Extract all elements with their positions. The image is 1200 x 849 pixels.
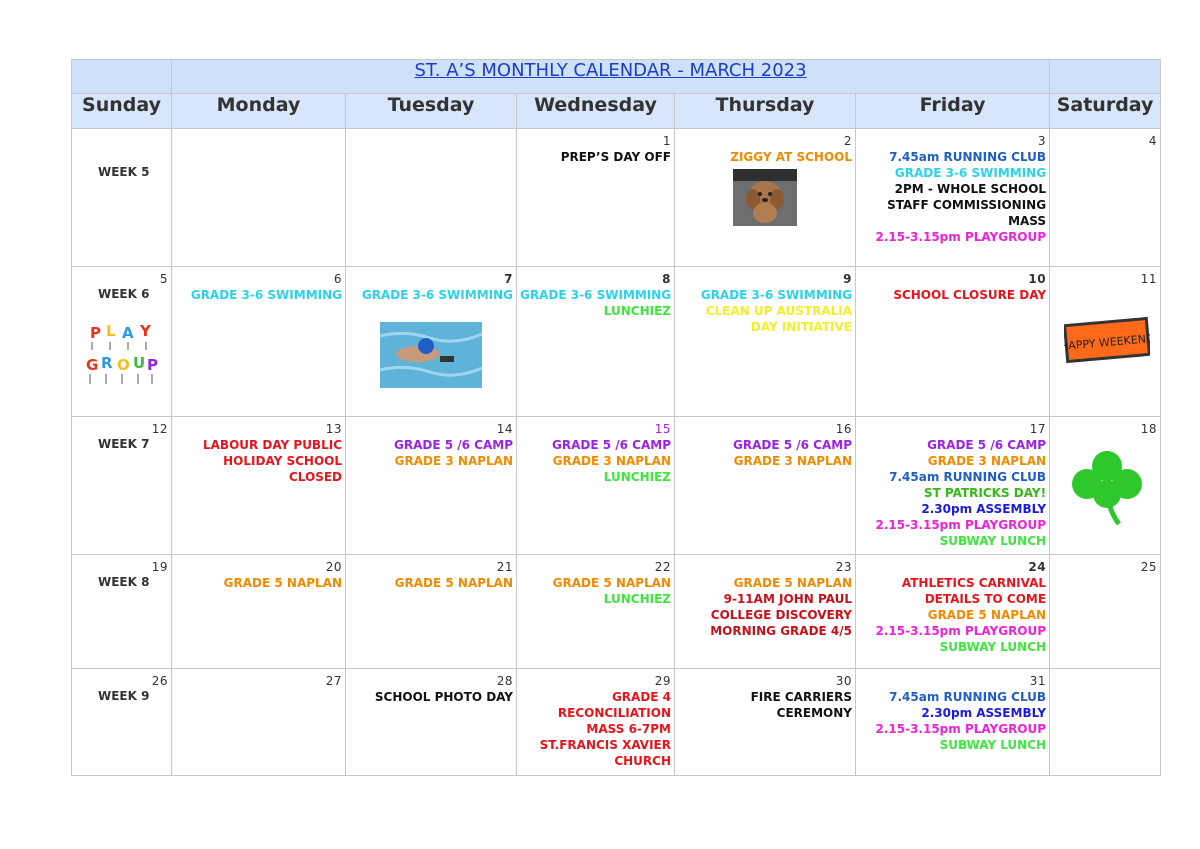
calendar-event: GRADE 3 NAPLAN xyxy=(927,454,1047,468)
calendar-title[interactable]: ST. A’S MONTHLY CALENDAR - MARCH 2023 xyxy=(414,60,807,81)
calendar-event: GRADE 5 NAPLAN xyxy=(927,608,1047,622)
calendar-event: GRADE 5 NAPLAN xyxy=(733,576,852,590)
svg-text:U: U xyxy=(133,354,146,372)
week-label: WEEK 7 xyxy=(98,437,150,451)
calendar-event: ATHLETICS CARNIVAL xyxy=(901,576,1047,590)
calendar-event: ST.FRANCIS XAVIER xyxy=(539,738,671,752)
svg-text:R: R xyxy=(101,354,113,372)
calendar-event: COLLEGE DISCOVERY xyxy=(710,608,852,622)
svg-text:HAPPY WEEKEND: HAPPY WEEKEND xyxy=(1064,331,1151,354)
calendar-event: GRADE 3-6 SWIMMING xyxy=(520,288,672,302)
weekday-header-thursday: Thursday xyxy=(675,94,856,129)
calendar-event: LABOUR DAY PUBLIC xyxy=(202,438,342,452)
calendar-event: LUNCHIEZ xyxy=(603,304,671,318)
playgroup-logo xyxy=(84,322,160,388)
day-number: 15 xyxy=(654,422,671,436)
calendar-event: PREP’S DAY OFF xyxy=(560,150,671,164)
calendar-event: 7.45am RUNNING CLUB xyxy=(889,470,1047,484)
day-number: 5 xyxy=(159,272,168,286)
day-cell[interactable] xyxy=(172,129,346,267)
calendar-event: GRADE 5 /6 CAMP xyxy=(394,438,513,452)
calendar-event: DAY INITIATIVE xyxy=(750,320,852,334)
day-number: 7 xyxy=(504,272,513,286)
day-cell[interactable] xyxy=(172,669,346,776)
day-cell[interactable] xyxy=(856,129,1050,267)
calendar-event: CHURCH xyxy=(614,754,671,768)
day-number: 28 xyxy=(496,674,513,688)
calendar-event: SCHOOL CLOSURE DAY xyxy=(893,288,1047,302)
day-number: 27 xyxy=(325,674,342,688)
day-number: 25 xyxy=(1140,560,1158,574)
day-cell[interactable] xyxy=(1050,669,1161,776)
svg-text:O: O xyxy=(117,356,130,374)
day-number: 6 xyxy=(333,272,342,286)
day-cell[interactable] xyxy=(675,267,856,417)
swimmer-photo xyxy=(380,322,482,388)
day-number: 9 xyxy=(843,272,852,286)
calendar-event: MASS 6-7PM xyxy=(586,722,671,736)
week-row xyxy=(72,417,1161,555)
day-number: 3 xyxy=(1037,134,1047,148)
svg-text:P: P xyxy=(90,324,101,342)
week-label: WEEK 8 xyxy=(98,575,150,589)
day-number: 4 xyxy=(1148,134,1158,148)
day-number: 18 xyxy=(1140,422,1158,436)
day-cell[interactable] xyxy=(1050,417,1161,555)
day-cell[interactable] xyxy=(346,267,517,417)
day-cell[interactable] xyxy=(1050,555,1161,669)
calendar-event: 2PM - WHOLE SCHOOL xyxy=(894,182,1047,196)
day-number: 2 xyxy=(843,134,852,148)
day-cell[interactable] xyxy=(517,129,675,267)
week-row xyxy=(72,555,1161,669)
day-cell[interactable] xyxy=(72,129,172,267)
calendar-event: 7.45am RUNNING CLUB xyxy=(889,150,1047,164)
day-number: 21 xyxy=(496,560,513,574)
calendar-event: CEREMONY xyxy=(776,706,852,720)
day-number: 12 xyxy=(151,422,168,436)
day-number: 1 xyxy=(662,134,671,148)
day-cell[interactable] xyxy=(517,555,675,669)
week-label: WEEK 6 xyxy=(98,287,150,301)
calendar-event: FIRE CARRIERS xyxy=(750,690,852,704)
day-number: 10 xyxy=(1028,272,1047,286)
calendar-event: GRADE 3 NAPLAN xyxy=(733,454,852,468)
calendar-event: 2.30pm ASSEMBLY xyxy=(921,502,1047,516)
calendar-event: RECONCILIATION xyxy=(557,706,671,720)
calendar-event: CLEAN UP AUSTRALIA xyxy=(705,304,852,318)
calendar-event: GRADE 3 NAPLAN xyxy=(394,454,513,468)
week-label: WEEK 5 xyxy=(98,165,150,179)
weekday-header-wednesday: Wednesday xyxy=(517,94,675,129)
svg-text:G: G xyxy=(86,356,99,374)
dog-photo xyxy=(733,169,797,226)
calendar-event: DETAILS TO COME xyxy=(924,592,1047,606)
weekday-header-row xyxy=(72,94,1161,129)
day-cell[interactable] xyxy=(856,417,1050,555)
day-number: 22 xyxy=(654,560,671,574)
calendar-event: 2.15-3.15pm PLAYGROUP xyxy=(875,624,1047,638)
day-cell[interactable] xyxy=(856,555,1050,669)
calendar-table xyxy=(71,59,1161,776)
calendar-event: 2.15-3.15pm PLAYGROUP xyxy=(875,518,1047,532)
week-row xyxy=(72,129,1161,267)
day-cell[interactable] xyxy=(72,267,172,417)
title-spacer-right xyxy=(1050,60,1161,94)
calendar-event: SUBWAY LUNCH xyxy=(939,640,1047,654)
calendar-event: ZIGGY AT SCHOOL xyxy=(730,150,852,164)
weekday-header-sunday: Sunday xyxy=(72,94,172,129)
day-number: 23 xyxy=(835,560,852,574)
calendar-event: GRADE 4 xyxy=(611,690,671,704)
calendar-event: SCHOOL PHOTO DAY xyxy=(374,690,513,704)
day-number: 8 xyxy=(662,272,671,286)
day-cell[interactable] xyxy=(675,417,856,555)
week-row xyxy=(72,267,1161,417)
calendar-event: GRADE 5 /6 CAMP xyxy=(927,438,1047,452)
day-cell[interactable] xyxy=(172,267,346,417)
calendar-event: SUBWAY LUNCH xyxy=(939,738,1047,752)
calendar-event: MASS xyxy=(1008,214,1047,228)
day-number: 29 xyxy=(654,674,671,688)
calendar-event: 2.15-3.15pm PLAYGROUP xyxy=(875,722,1047,736)
day-number: 17 xyxy=(1029,422,1047,436)
day-cell[interactable] xyxy=(346,555,517,669)
day-cell[interactable] xyxy=(856,267,1050,417)
calendar-event: SUBWAY LUNCH xyxy=(939,534,1047,548)
day-cell[interactable] xyxy=(346,417,517,555)
day-cell[interactable] xyxy=(675,129,856,267)
calendar-event: GRADE 5 NAPLAN xyxy=(394,576,513,590)
day-cell[interactable] xyxy=(346,129,517,267)
day-cell[interactable] xyxy=(72,417,172,555)
calendar-event: GRADE 3-6 SWIMMING xyxy=(190,288,342,302)
calendar-event: GRADE 3-6 SWIMMING xyxy=(700,288,852,302)
day-number: 13 xyxy=(325,422,342,436)
calendar-event: LUNCHIEZ xyxy=(603,470,671,484)
day-number: 20 xyxy=(325,560,342,574)
title-spacer-left xyxy=(72,60,172,94)
calendar-event: GRADE 5 /6 CAMP xyxy=(552,438,671,452)
day-cell[interactable] xyxy=(517,267,675,417)
shamrock-icon xyxy=(1067,446,1147,528)
calendar-event: STAFF COMMISSIONING xyxy=(887,198,1047,212)
day-cell[interactable] xyxy=(172,417,346,555)
day-cell[interactable] xyxy=(172,555,346,669)
svg-text:A: A xyxy=(122,324,134,342)
happy-weekend-sign xyxy=(1064,316,1150,364)
day-cell[interactable] xyxy=(675,669,856,776)
day-number: 16 xyxy=(835,422,852,436)
calendar-event: 2.30pm ASSEMBLY xyxy=(921,706,1047,720)
calendar-event: GRADE 5 NAPLAN xyxy=(552,576,671,590)
day-number: 11 xyxy=(1140,272,1158,286)
calendar-event: 9-11AM JOHN PAUL xyxy=(723,592,852,606)
svg-text:P: P xyxy=(147,356,158,374)
week-row xyxy=(72,669,1161,776)
weekday-header-tuesday: Tuesday xyxy=(346,94,517,129)
calendar-event: ST PATRICKS DAY! xyxy=(923,486,1047,500)
day-number: 14 xyxy=(496,422,513,436)
day-cell[interactable] xyxy=(346,669,517,776)
calendar-event: GRADE 3 NAPLAN xyxy=(552,454,671,468)
calendar-event: HOLIDAY SCHOOL xyxy=(223,454,342,468)
day-number: 26 xyxy=(151,674,168,688)
day-number: 24 xyxy=(1028,560,1047,574)
calendar-event: 2.15-3.15pm PLAYGROUP xyxy=(875,230,1047,244)
day-number: 31 xyxy=(1029,674,1047,688)
weekday-header-friday: Friday xyxy=(856,94,1050,129)
day-cell[interactable] xyxy=(1050,129,1161,267)
day-number: 19 xyxy=(151,560,168,574)
svg-text:Y: Y xyxy=(140,322,151,340)
day-cell[interactable] xyxy=(517,417,675,555)
day-cell[interactable] xyxy=(856,669,1050,776)
calendar-event: GRADE 3-6 SWIMMING xyxy=(894,166,1047,180)
title-cell xyxy=(172,60,1050,94)
week-label: WEEK 9 xyxy=(98,689,150,703)
day-number: 30 xyxy=(835,674,852,688)
day-cell[interactable] xyxy=(675,555,856,669)
calendar-event: LUNCHIEZ xyxy=(603,592,671,606)
day-cell[interactable] xyxy=(72,669,172,776)
calendar-event: MORNING GRADE 4/5 xyxy=(710,624,852,638)
calendar-event: GRADE 3-6 SWIMMING xyxy=(361,288,513,302)
day-cell[interactable] xyxy=(517,669,675,776)
weekday-header-monday: Monday xyxy=(172,94,346,129)
calendar-event: 7.45am RUNNING CLUB xyxy=(889,690,1047,704)
calendar-event: GRADE 5 /6 CAMP xyxy=(733,438,852,452)
day-cell[interactable] xyxy=(1050,267,1161,417)
day-cell[interactable] xyxy=(72,555,172,669)
calendar-event: CLOSED xyxy=(288,470,342,484)
svg-text:L: L xyxy=(106,322,116,340)
weekday-header-saturday: Saturday xyxy=(1050,94,1161,129)
calendar-event: GRADE 5 NAPLAN xyxy=(223,576,342,590)
title-row xyxy=(72,60,1161,94)
